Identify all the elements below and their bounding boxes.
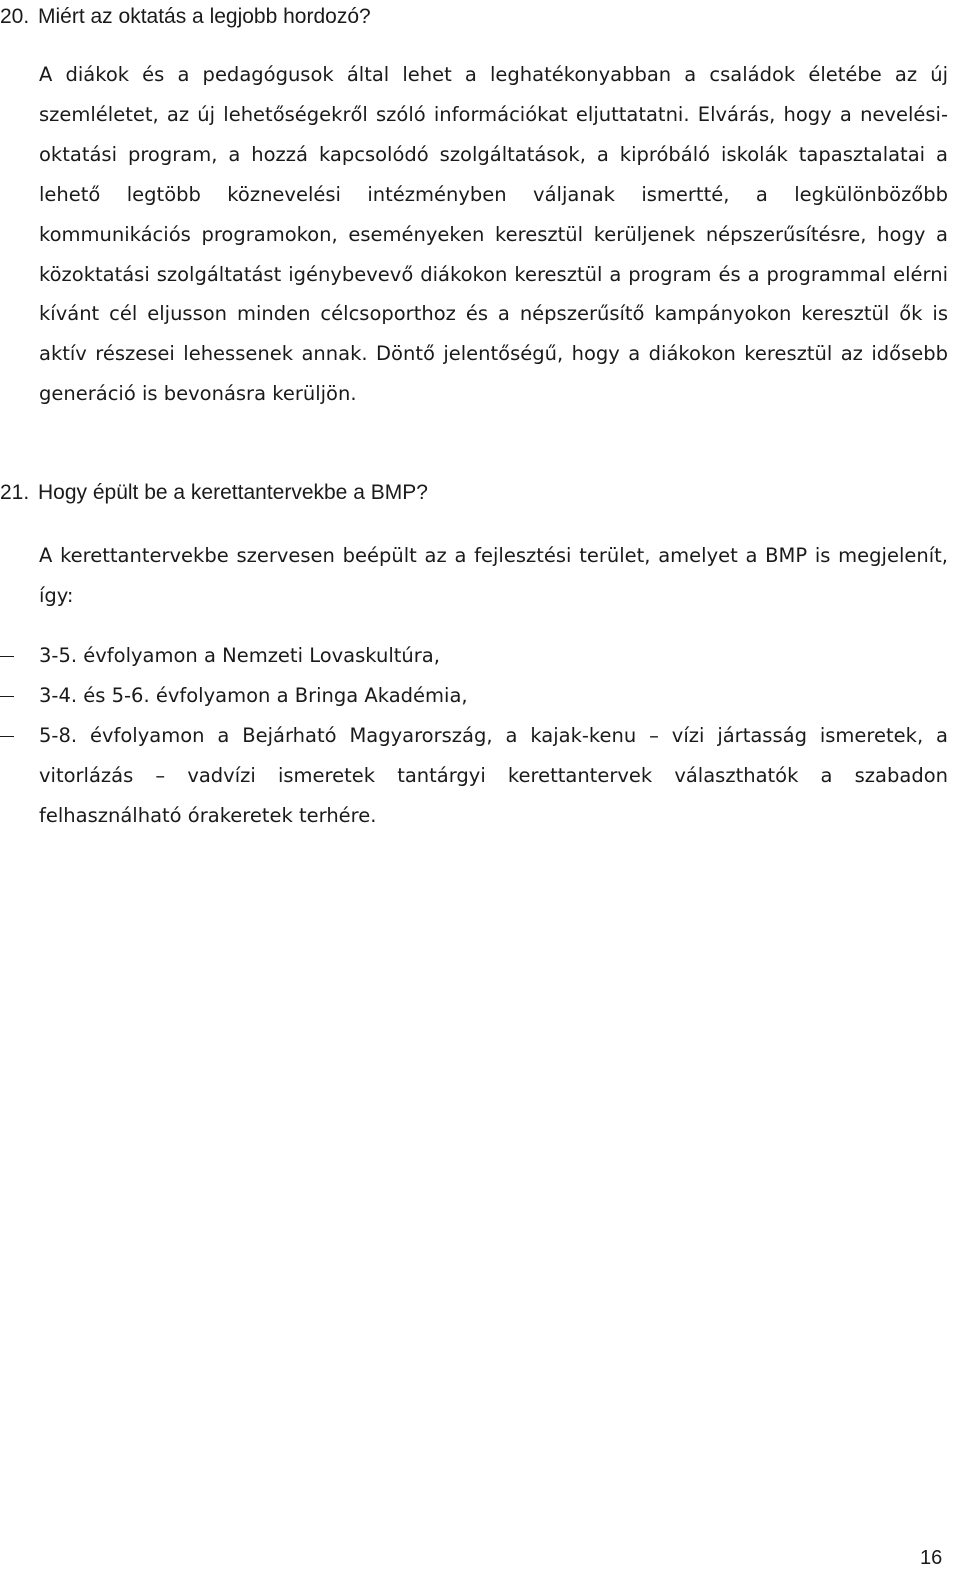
section-title: Miért az oktatás a legjobb hordozó? bbox=[38, 5, 371, 28]
list-item bbox=[0, 676, 948, 716]
section-number: 21. bbox=[0, 481, 30, 504]
section-20-paragraph: A diákok és a pedagógusok által lehet a leghatékonyabban a családok életébe az új szemléletet, az új lehetőségekről szóló információkat eljuttatatni. Elvárás, hogy a nevelési-oktatási program, a hozzá kapcsolódó szolgáltatások, a kipróbáló iskolák tapasztalatai a lehető legtöbb köznevelési intézményben váljanak ismertté, a legkülönbözőbb kommunikációs programokon, eseményeken keresztül kerüljenek népszerűsítésre, hogy a közoktatási szolgáltatást igénybevevő diákokon keresztül a program és a programmal elérni kívánt cél eljusson minden célcsoporthoz és a népszerűsítő kampányokon keresztül ők is aktív részesei lehessenek annak. Döntő jelentőségű, hogy a diákokon keresztül az idősebb generáció is bevonásra kerüljön. bbox=[39, 63, 948, 406]
list-item-text: 3-5. évfolyamon a Nemzeti Lovaskultúra, bbox=[39, 644, 440, 667]
list-item-text: 3-4. és 5-6. évfolyamon a Bringa Akadémia, bbox=[39, 683, 468, 707]
section-number: 20. bbox=[0, 5, 30, 28]
section-heading-21 bbox=[0, 479, 428, 507]
section-heading-20 bbox=[0, 3, 371, 31]
grade-list bbox=[0, 636, 948, 836]
section-title: Hogy épült be a kerettantervekbe a BMP? bbox=[38, 481, 428, 504]
list-item bbox=[0, 636, 948, 676]
list-item-text: 5-8. évfolyamon a Bejárható Magyarország, a kajak-kenu – vízi jártasság ismeretek, a vitorlázás – vadvízi ismeretek tantárgyi kerettantervek választhatók a szabadon felhasználható órakeretek terhére. bbox=[39, 723, 948, 827]
list-item bbox=[0, 716, 948, 836]
page-number: 16 bbox=[920, 1547, 943, 1569]
section-21-paragraph: A kerettantervekbe szervesen beépült az a fejlesztési terület, amelyet a BMP is megjelenít, így: bbox=[39, 544, 948, 607]
